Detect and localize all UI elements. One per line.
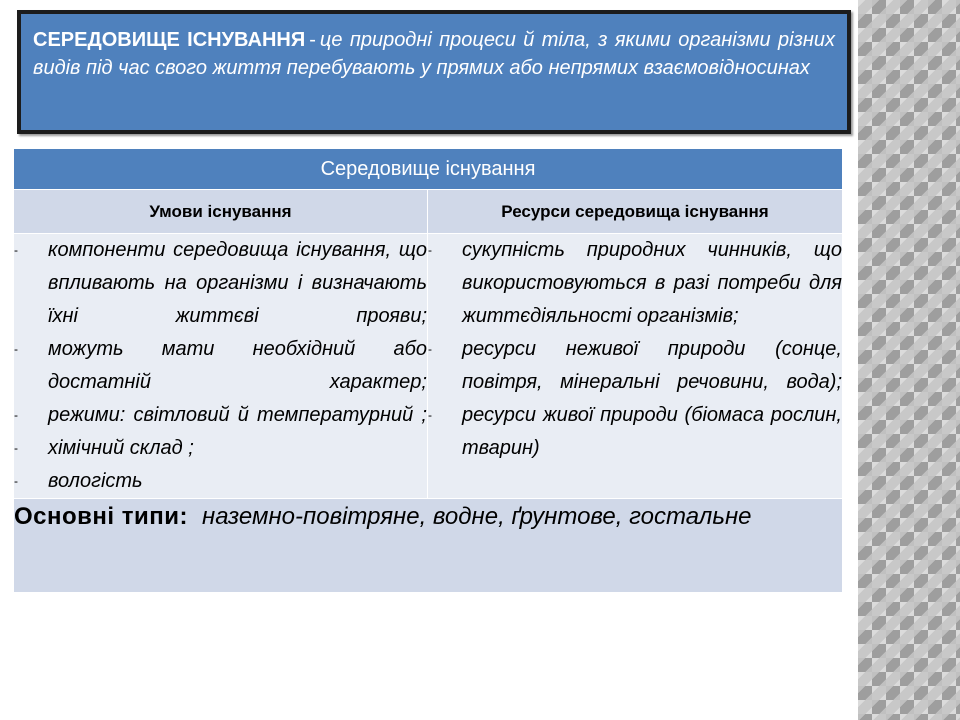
main-types-label: Основні типи: bbox=[14, 503, 189, 530]
conditions-list bbox=[14, 234, 427, 498]
list-item-text: можуть мати необхідний або достатній характер; bbox=[48, 338, 427, 393]
definition-dash: - bbox=[309, 29, 316, 51]
list-item bbox=[14, 465, 427, 498]
bullet-marker: - bbox=[14, 408, 18, 422]
definition-text: це природні процеси й тіла, з якими організми різних видів під час свого життя перебувають у прямих або непрямих взаємовідносинах bbox=[33, 29, 835, 79]
list-item-text: ресурси живої природи (біомаса рослин, тварин) bbox=[462, 404, 842, 459]
bullet-marker: - bbox=[428, 243, 432, 257]
bullet-marker: - bbox=[14, 342, 18, 356]
main-types-cell bbox=[14, 499, 843, 593]
environment-table bbox=[13, 148, 843, 593]
list-item bbox=[428, 399, 842, 465]
resources-list bbox=[428, 234, 842, 465]
definition-term: СЕРЕДОВИЩЕ ІСНУВАННЯ bbox=[33, 29, 306, 51]
list-item bbox=[14, 399, 427, 432]
list-item-text: хімічний склад ; bbox=[48, 437, 194, 459]
list-item bbox=[428, 333, 842, 399]
list-item-text: ресурси неживої природи (сонце, повітря, мінеральні речовини, вода); bbox=[462, 338, 842, 393]
conditions-cell bbox=[14, 234, 428, 499]
list-item bbox=[14, 333, 427, 399]
list-item-text: сукупність природних чинників, що використовуються в разі потреби для життєдіяльності організмів; bbox=[462, 239, 842, 327]
bullet-marker: - bbox=[14, 474, 18, 488]
list-item bbox=[428, 234, 842, 333]
bullet-marker: - bbox=[14, 441, 18, 455]
column-header-resources: Ресурси середовища існування bbox=[428, 190, 843, 234]
list-item bbox=[14, 234, 427, 333]
bullet-marker: - bbox=[428, 342, 432, 356]
bullet-marker: - bbox=[428, 408, 432, 422]
main-types-list: наземно-повітряне, водне, ґрунтове, гостальне bbox=[202, 503, 752, 530]
definition-box bbox=[17, 10, 851, 134]
list-item-text: компоненти середовища існування, що впливають на організми і визначають їхні життєві прояви; bbox=[48, 239, 427, 327]
list-item-text: вологість bbox=[48, 470, 143, 492]
list-item-text: режими: світловий й температурний ; bbox=[48, 404, 427, 426]
bullet-marker: - bbox=[14, 243, 18, 257]
column-header-conditions: Умови існування bbox=[14, 190, 428, 234]
decorative-pattern-strip bbox=[858, 0, 960, 720]
table-header: Середовище існування bbox=[14, 149, 843, 190]
resources-cell bbox=[428, 234, 843, 499]
list-item bbox=[14, 432, 427, 465]
